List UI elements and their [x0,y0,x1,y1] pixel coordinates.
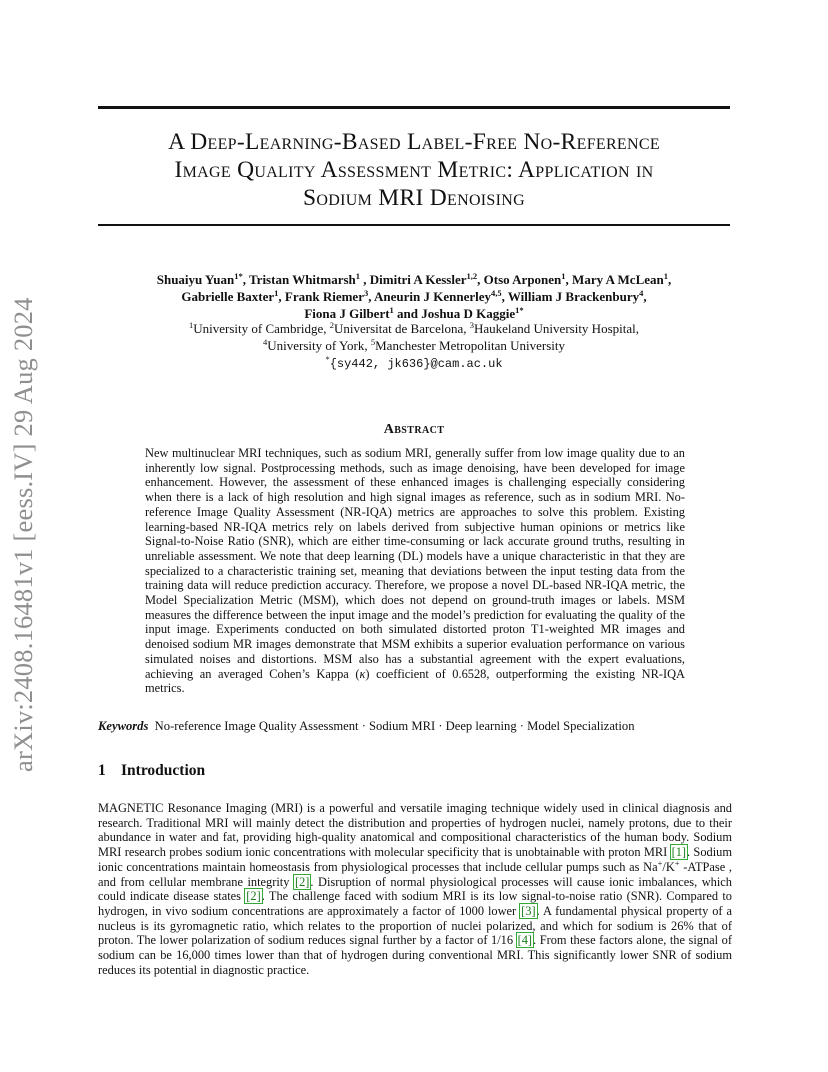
author-line-1 [98,271,730,288]
arxiv-identifier: arXiv:2408.16481v1 [eess.IV] 29 Aug 2024 [8,297,38,772]
author-line-2 [98,288,730,305]
author-superscript: 1* [515,305,524,315]
ion-charge-superscript: + [657,857,663,868]
title-line-1: A Deep-Learning-Based Label-Free No-Reference [168,129,660,155]
intro-text: -ATPase , and from cellular membrane integrity [98,859,732,889]
citation-link[interactable]: [1] [671,845,687,860]
title-rule-top [98,106,730,109]
author-separator: , [643,289,647,304]
abstract-body [145,446,685,696]
kappa-symbol: κ [359,666,366,681]
section-number: 1 [98,762,106,779]
intro-text: /K [662,859,675,874]
author-name: , Mary A McLean [565,272,664,287]
keywords-label: Keywords [98,719,149,733]
author-name: , Tristan Whitmarsh [242,272,356,287]
title-rule-bottom [98,224,730,226]
email-line [98,354,730,373]
author-name: , Otso Arponen [477,272,562,287]
author-name: , Dimitri A Kessler [360,272,467,287]
citation-link[interactable]: [2] [246,889,261,904]
intro-text: MAGNETIC Resonance Imaging (MRI) is a powerful and versatile imaging technique widely used in clinical diagnosis and research. Traditional MRI will mainly detect the distribution and properties of hydrogen nuclei, namely protons, due to their abundance in water and fat, providing high-quality anatomical and compositional characteristics of the human body. Sodium MRI research probes sodium ionic concentrations with molecular specificity that is unobtainable with proton MRI [98,801,732,860]
author-name: Fiona J Gilbert [304,306,390,321]
intro-text: . Sodium ionic concentrations maintain homeostasis from physiological processes that include cellular pumps such as Na [98,845,732,874]
affiliation-line-2 [98,337,730,354]
ion-charge-superscript: + [674,857,680,868]
author-name: Shuaiyu Yuan [156,272,235,287]
affiliation-name: Universitat de Barcelona, [334,321,470,336]
section-heading [98,762,205,780]
abstract-text-end: ) coefficient of 0.6528, outperforming the existing NR-IQA metrics. [145,666,685,696]
citation-link[interactable]: [3] [521,903,536,918]
author-superscript: 1 [274,288,279,298]
affiliation-superscript: 2 [329,320,334,330]
intro-text: . A fundamental physical property of a nucleus is its gyromagnetic ratio, which relates to the proportion of nuclei polarized, and which for sodium is 26% that of proton. The lower polarization of sodium reduces signal further by a factor of 1/16 [98,903,733,948]
title-line-3: Sodium MRI Denoising [303,185,525,211]
affiliation-superscript: 4 [262,337,268,347]
author-superscript: 1* [234,271,243,281]
author-superscript: 3 [363,288,369,298]
title-line-2: Image Quality Assessment Metric: Application in [174,157,654,183]
author-superscript: 1 [561,271,566,281]
affiliation-line-1 [98,320,730,337]
intro-text: . Disruption of normal physiological processes will cause ionic imbalances, which could indicate disease states [98,874,732,904]
affiliation-name: University of York, [267,338,371,353]
keywords-text: No-reference Image Quality Assessment · Sodium MRI · Deep learning · Model Specialization [154,719,635,733]
author-list [98,271,730,322]
affiliation-superscript: 1 [189,320,194,330]
author-superscript: 1 [389,305,394,315]
keywords [98,719,738,734]
author-superscript: 4 [639,288,644,298]
citation-link[interactable]: [2] [294,874,310,889]
author-superscript: 1,2 [466,271,478,281]
affiliation-name: Manchester Metropolitan University [375,338,566,353]
affiliation-superscript: 5 [370,337,376,347]
introduction-paragraph [98,801,732,977]
email-addresses[interactable]: {sy442, jk636}@cam.ac.uk [329,357,503,371]
author-name: , Frank Riemer [278,289,364,304]
section-title: Introduction [121,762,206,779]
paper-title [98,128,730,212]
affiliation-superscript: 3 [469,320,474,330]
author-name: , William J Brackenbury [501,289,640,304]
intro-text: . From these factors alone, the signal of sodium can be 16,000 times lower than that of hydrogen during conventional MRI. This significantly lower SNR of sodium reduces its potential in diagnostic practice. [98,933,732,977]
author-name: and Joshua D Kaggie [393,306,516,321]
author-name: , Aneurin J Kennerley [368,289,491,304]
author-name: Gabrielle Baxter [181,289,275,304]
citation-link[interactable]: [4] [517,933,533,948]
email-superscript: * [325,354,330,364]
affiliations [98,320,730,373]
abstract-text: New multinuclear MRI techniques, such as sodium MRI, generally suffer from low image quality due to an inherently low signal. Postprocessing methods, such as image denoising, have been developed for image enhancement. However, the assessment of these enhanced images is challenging especially considering when there is a lack of high resolution and high signal images as reference, such as in sodium MRI. No-reference Image Quality Assessment (NR-IQA) metrics are approaches to solve this problem. Existing learning-based NR-IQA metrics rely on labels derived from subjective human opinions or metrics like Signal-to-Noise Ratio (SNR), which are either time-consuming or lack accurate ground truths, resulting in unreliable assessment. We note that deep learning (DL) models have a unique characteristic in that they are specialized to a characteristic training set, meaning that deviations between the input testing data from the training data will reduce prediction accuracy. Therefore, we propose a novel DL-based NR-IQA metric, the Model Specialization Metric (MSM), which does not depend on ground-truth images or labels. MSM measures the difference between the input image and the model’s prediction for evaluating the quality of the input image. Experiments conducted on both simulated distorted proton T1-weighted MR images and denoised sodium MR images demonstrate that MSM exhibits a superior evaluation performance on various simulated noises and distortions. MSM also has a substantial agreement with the expert evaluations, achieving an averaged Cohen’s Kappa ( [145,446,685,681]
author-separator: , [668,272,672,287]
author-superscript: 1 [663,271,669,281]
affiliation-name: University of Cambridge, [193,321,330,336]
affiliation-name: Haukeland University Hospital, [473,321,639,336]
author-superscript: 4,5 [491,288,502,298]
abstract-heading: Abstract [383,422,445,437]
intro-text: . The challenge faced with sodium MRI is its low signal-to-noise ratio (SNR). Compared to hydrogen, in vivo sodium concentrations are approximately a factor of 1000 lower [98,889,732,918]
author-superscript: 1 [355,271,360,281]
